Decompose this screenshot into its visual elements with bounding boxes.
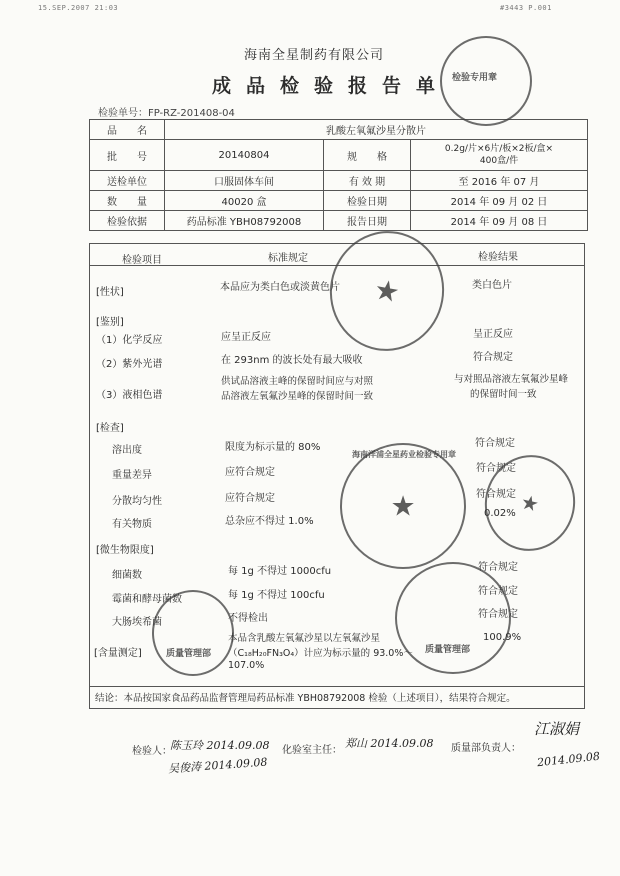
- c1-standard: 限度为标示量的 80%: [225, 442, 321, 453]
- c3-standard: 应符合规定: [225, 493, 275, 504]
- id2-standard: 在 293nm 的波长处有最大吸收: [221, 355, 363, 366]
- company-name: 海南全星制药有限公司: [244, 48, 385, 63]
- seal-star-icon-2: ★: [390, 489, 416, 523]
- assay-result: 100.9%: [483, 632, 522, 643]
- qc-seal-left-text: 质量管理部: [166, 649, 212, 659]
- section-appearance: [性状]: [96, 287, 124, 298]
- unit-label: 送检单位: [90, 171, 165, 191]
- m3-result: 符合规定: [478, 609, 518, 620]
- appearance-standard: 本品应为类白色或淡黄色片: [220, 282, 340, 293]
- conclusion-divider: [89, 686, 585, 687]
- expiry-value: 至 2016 年 07 月: [411, 171, 588, 191]
- id1-standard: 应呈正反应: [221, 332, 271, 343]
- c2-standard: 应符合规定: [225, 467, 275, 478]
- c1-item: 溶出度: [112, 445, 142, 456]
- fax-timestamp: 15.SEP.2007 21:03: [38, 4, 119, 12]
- c3-item: 分散均匀性: [112, 496, 162, 507]
- section-microbial-limit: [微生物限度]: [96, 545, 154, 556]
- section-assay: [含量测定]: [94, 648, 142, 659]
- id2-item: （2）紫外光谱: [96, 359, 163, 370]
- id3-item: （3）液相色谱: [96, 390, 163, 401]
- inspector-label: 检验人：: [132, 746, 172, 757]
- c1-result: 符合规定: [475, 438, 515, 449]
- expiry-label: 有 效 期: [324, 171, 411, 191]
- col-result: 检验结果: [478, 252, 518, 263]
- assay-standard-line-2: （C₁₈H₂₀FN₃O₄）计应为标示量的 93.0%～: [228, 648, 413, 659]
- name-label: 品 名: [90, 120, 165, 140]
- c2-result: 符合规定: [476, 463, 516, 474]
- batch-value: 20140804: [165, 140, 324, 171]
- spec-label: 规 格: [324, 140, 411, 171]
- m3-standard: 不得检出: [228, 613, 268, 624]
- inspection-seal: [340, 443, 466, 569]
- batch-label: 批 号: [90, 140, 165, 171]
- qc-seal-text: 质量管理部: [425, 645, 471, 655]
- spec-value: [411, 140, 588, 171]
- lab-director-signature: 郑山 2014.09.08: [345, 737, 434, 750]
- id3-standard-line-1: 供试品溶液主峰的保留时间应与对照: [221, 376, 374, 387]
- qa-head-signature: 江淑娟: [534, 720, 580, 738]
- col-item: 检验项目: [122, 255, 162, 266]
- spec-value-line-1: 0.2g/片×6片/板×2板/盒×: [444, 144, 554, 154]
- m1-item: 细菌数: [112, 570, 142, 581]
- header-table: [89, 119, 588, 231]
- document-number: 检验单号：FP-RZ-201408-04: [98, 108, 235, 119]
- c4-standard: 总杂应不得过 1.0%: [225, 516, 314, 527]
- qa-head-date: 2014.09.08: [536, 749, 601, 770]
- basis-value: 药品标准 YBH08792008: [165, 211, 324, 231]
- m2-result: 符合规定: [478, 586, 518, 597]
- m1-standard: 每 1g 不得过 1000cfu: [228, 566, 332, 577]
- id1-item: （1）化学反应: [96, 335, 163, 346]
- conclusion: 结论：本品按国家食品药品监督管理局药品标准 YBH08792008 检验（上述项目），结果符合规定。: [95, 693, 516, 704]
- basis-label: 检验依据: [90, 211, 165, 231]
- appearance-result: 类白色片: [472, 280, 512, 291]
- m2-item: 霉菌和酵母菌数: [112, 594, 182, 605]
- m1-result: 符合规定: [478, 562, 518, 573]
- id3-result-line-2: 的保留时间一致: [470, 389, 537, 400]
- spec-value-line-2: 400盒/件: [479, 156, 519, 166]
- qc-seal: [395, 562, 511, 674]
- report-date-value: 2014 年 09 月 08 日: [411, 211, 588, 231]
- test-date-label: 检验日期: [324, 191, 411, 211]
- fax-page-number: #3443 P.001: [500, 4, 552, 12]
- c3-result: 符合规定: [476, 489, 516, 500]
- section-identification: [鉴别]: [96, 317, 124, 328]
- product-name: 乳酸左氧氟沙星分散片: [165, 120, 588, 140]
- m3-item: 大肠埃希菌: [112, 617, 162, 628]
- test-date-value: 2014 年 09 月 02 日: [411, 191, 588, 211]
- unit-value: 口服固体车间: [165, 171, 324, 191]
- document-title: 成品检验报告单: [212, 75, 451, 97]
- inspection-seal-text: 海南洋浦全星药业检验专用章: [352, 450, 456, 459]
- assay-standard-line-1: 本品含乳酸左氧氟沙星以左氧氟沙星: [228, 633, 381, 644]
- inspector-2-signature: 吴俊涛 2014.09.08: [167, 755, 268, 776]
- id1-result: 呈正反应: [473, 329, 513, 340]
- assay-standard-line-3: 107.0%: [228, 660, 265, 671]
- qty-label: 数 量: [90, 191, 165, 211]
- seal-star-icon: ★: [371, 272, 403, 310]
- col-standard: 标准规定: [268, 253, 308, 264]
- c4-item: 有关物质: [112, 519, 152, 530]
- m2-standard: 每 1g 不得过 100cfu: [228, 590, 325, 601]
- qa-head-label: 质量部负责人：: [451, 743, 521, 754]
- report-date-label: 报告日期: [324, 211, 411, 231]
- seal-star-icon-3: ★: [518, 489, 542, 517]
- id3-result-line-1: 与对照品溶液左氧氟沙星峰: [454, 374, 569, 385]
- qty-value: 40020 盒: [165, 191, 324, 211]
- c2-item: 重量差异: [112, 470, 152, 481]
- c4-result: 0.02%: [484, 508, 516, 519]
- id3-standard-line-2: 品溶液左氧氟沙星峰的保留时间一致: [221, 391, 374, 402]
- quality-seal-top-text: 检验专用章: [452, 73, 498, 83]
- quality-seal-top: [440, 36, 532, 126]
- lab-director-label: 化验室主任：: [282, 745, 342, 756]
- section-check: [检查]: [96, 423, 124, 434]
- id2-result: 符合规定: [473, 352, 513, 363]
- qc-seal-left: [152, 590, 234, 676]
- inspector-signature: 陈玉玲 2014.09.08: [170, 739, 270, 752]
